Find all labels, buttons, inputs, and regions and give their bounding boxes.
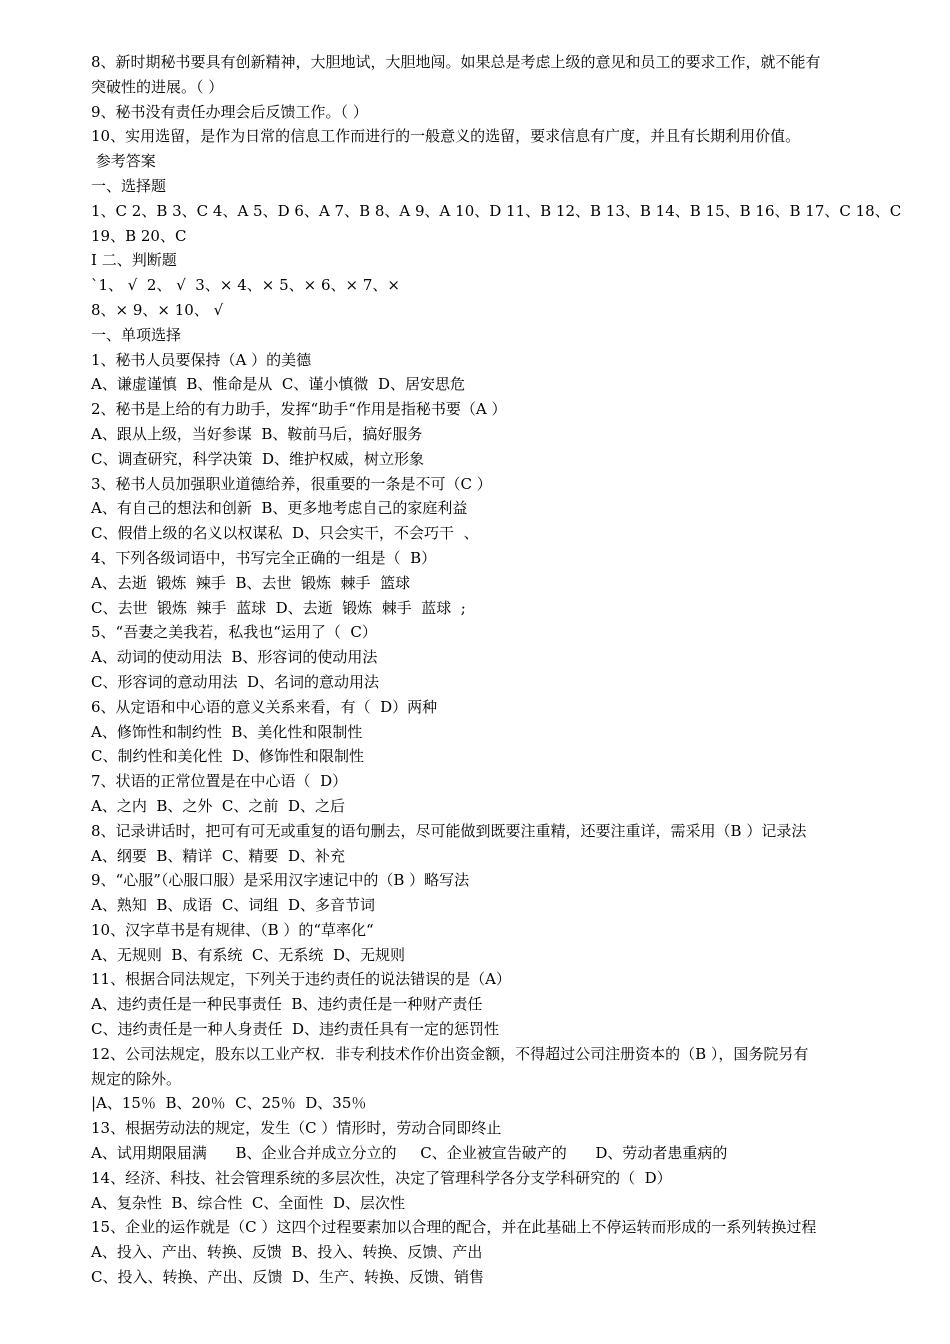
question-line: 10、汉字草书是有规律、（B ）的“草率化“	[91, 920, 374, 939]
options-line: C、去世 锻炼 辣手 蓝球 D、去逝 锻炼 棘手 蓝球 ;	[91, 598, 466, 617]
question-line: 12、公司法规定，股东以工业产权．非专利技术作价出资金额，不得超过公司注册资本的（B ），国务院另有	[91, 1044, 809, 1063]
options-line: C、形容词的意动用法 D、名词的意动用法	[91, 672, 380, 691]
question-line: 5、“吾妻之美我若，私我也“运用了（ C）	[91, 623, 377, 642]
question-line: 规定的除外。	[91, 1069, 182, 1088]
options-line: A、有自己的想法和创新 B、更多地考虑自己的家庭利益	[91, 499, 468, 518]
options-line: A、去逝 锻炼 辣手 B、去世 锻炼 棘手 篮球	[91, 573, 411, 592]
options-line: C、制约性和美化性 D、修饰性和限制性	[91, 747, 365, 766]
text-line: 8、× 9、× 10、 √	[91, 300, 224, 319]
text-line: `1、 √ 2、 √ 3、× 4、× 5、× 6、× 7、×	[91, 276, 400, 295]
options-line: A、之内 B、之外 C、之前 D、之后	[91, 796, 345, 815]
text-line: 1、C 2、B 3、C 4、A 5、D 6、A 7、B 8、A 9、A 10、D 11、B 12、B 13、B 14、B 15、B 16、B 17、C 18、C	[91, 201, 902, 220]
question-line: 8、记录讲话时，把可有可无或重复的语句删去，尽可能做到既要注重精，还要注重详，需采用（B ）记录法	[91, 821, 807, 840]
section-heading: 参考答案	[91, 152, 156, 171]
question-line: 3、秘书人员加强职业道德给养，很重要的一条是不可（C ）	[91, 474, 492, 493]
question-line: 15、企业的运作就是（C ）这四个过程要素加以合理的配合，并在此基础上不停运转而形成的一系列转换过程	[91, 1218, 817, 1237]
question-line: 13、根据劳动法的规定，发生（C ）情形时，劳动合同即终止	[91, 1119, 502, 1138]
options-line: A、修饰性和制约性 B、美化性和限制性	[91, 722, 363, 741]
section-heading: 一、单项选择	[91, 325, 182, 344]
options-line: A、谦虚谨慎 B、惟命是从 C、谨小慎微 D、居安思危	[91, 375, 465, 394]
question-line: 11、根据合同法规定，下列关于违约责任的说法错误的是（A）	[91, 970, 511, 989]
question-line: 7、状语的正常位置是在中心语（ D）	[91, 772, 348, 791]
question-line: 9、“心服”（心服口服）是采用汉字速记中的（B ）略写法	[91, 871, 470, 890]
text-line: 突破性的进展。（ ）	[91, 77, 224, 96]
options-line: C、违约责任是一种人身责任 D、违约责任具有一定的惩罚性	[91, 1020, 500, 1039]
section-heading: 一、选择题	[91, 176, 167, 195]
options-line: A、动词的使动用法 B、形容词的使动用法	[91, 648, 378, 667]
question-line: 14、经济、科技、社会管理系统的多层次性，决定了管理科学各分支学科研究的（ D）	[91, 1168, 672, 1187]
question-line: 6、从定语和中心语的意义关系来看，有（ D）两种	[91, 697, 438, 716]
question-line: 1、秘书人员要保持（A ）的美德	[91, 350, 312, 369]
options-line: A、复杂性 B、综合性 C、全面性 D、层次性	[91, 1193, 405, 1212]
options-line: A、熟知 B、成语 C、词组 D、多音节词	[91, 896, 375, 915]
options-line: A、无规则 B、有系统 C、无系统 D、无规则	[91, 945, 405, 964]
section-heading: I 二、判断题	[91, 251, 177, 270]
text-line: 9、秘书没有责任办理会后反馈工作。（ ）	[91, 102, 368, 121]
options-line: C、假借上级的名义以权谋私 D、只会实干，不会巧干 、	[91, 524, 479, 543]
options-line: A、跟从上级，当好参谋 B、鞍前马后，搞好服务	[91, 424, 423, 443]
options-line: C、投入、转换、产出、反馈 D、生产、转换、反馈、销售	[91, 1268, 485, 1287]
question-line: 2、秘书是上给的有力助手，发挥“助手“作用是指秘书要（A ）	[91, 400, 507, 419]
options-line: A、纲要 B、精详 C、精要 D、补充	[91, 846, 345, 865]
options-line: A、试用期限届满 B、企业合并成立分立的 C、企业被宣告破产的 D、劳动者患重病的	[91, 1144, 728, 1163]
options-line: C、调查研究，科学决策 D、维护权威，树立形象	[91, 449, 425, 468]
text-line: 10、实用选留，是作为日常的信息工作而进行的一般意义的选留，要求信息有广度，并且有长期利用价值。	[91, 127, 801, 146]
document-page	[91, 50, 906, 1290]
text-line: 8、新时期秘书要具有创新精神，大胆地试，大胆地闯。如果总是考虑上级的意见和员工的要求工作，就不能有	[91, 53, 821, 71]
question-line: 4、下列各级词语中，书写完全正确的一组是（ B）	[91, 548, 437, 567]
options-line: |A、15％ B、20％ C、25％ D、35％	[91, 1094, 367, 1113]
text-line: 19、B 20、C	[91, 226, 187, 245]
options-line: A、违约责任是一种民事责任 B、违约责任是一种财产责任	[91, 995, 483, 1014]
options-line: A、投入、产出、转换、反馈 B、投入、转换、反馈、产出	[91, 1243, 483, 1262]
